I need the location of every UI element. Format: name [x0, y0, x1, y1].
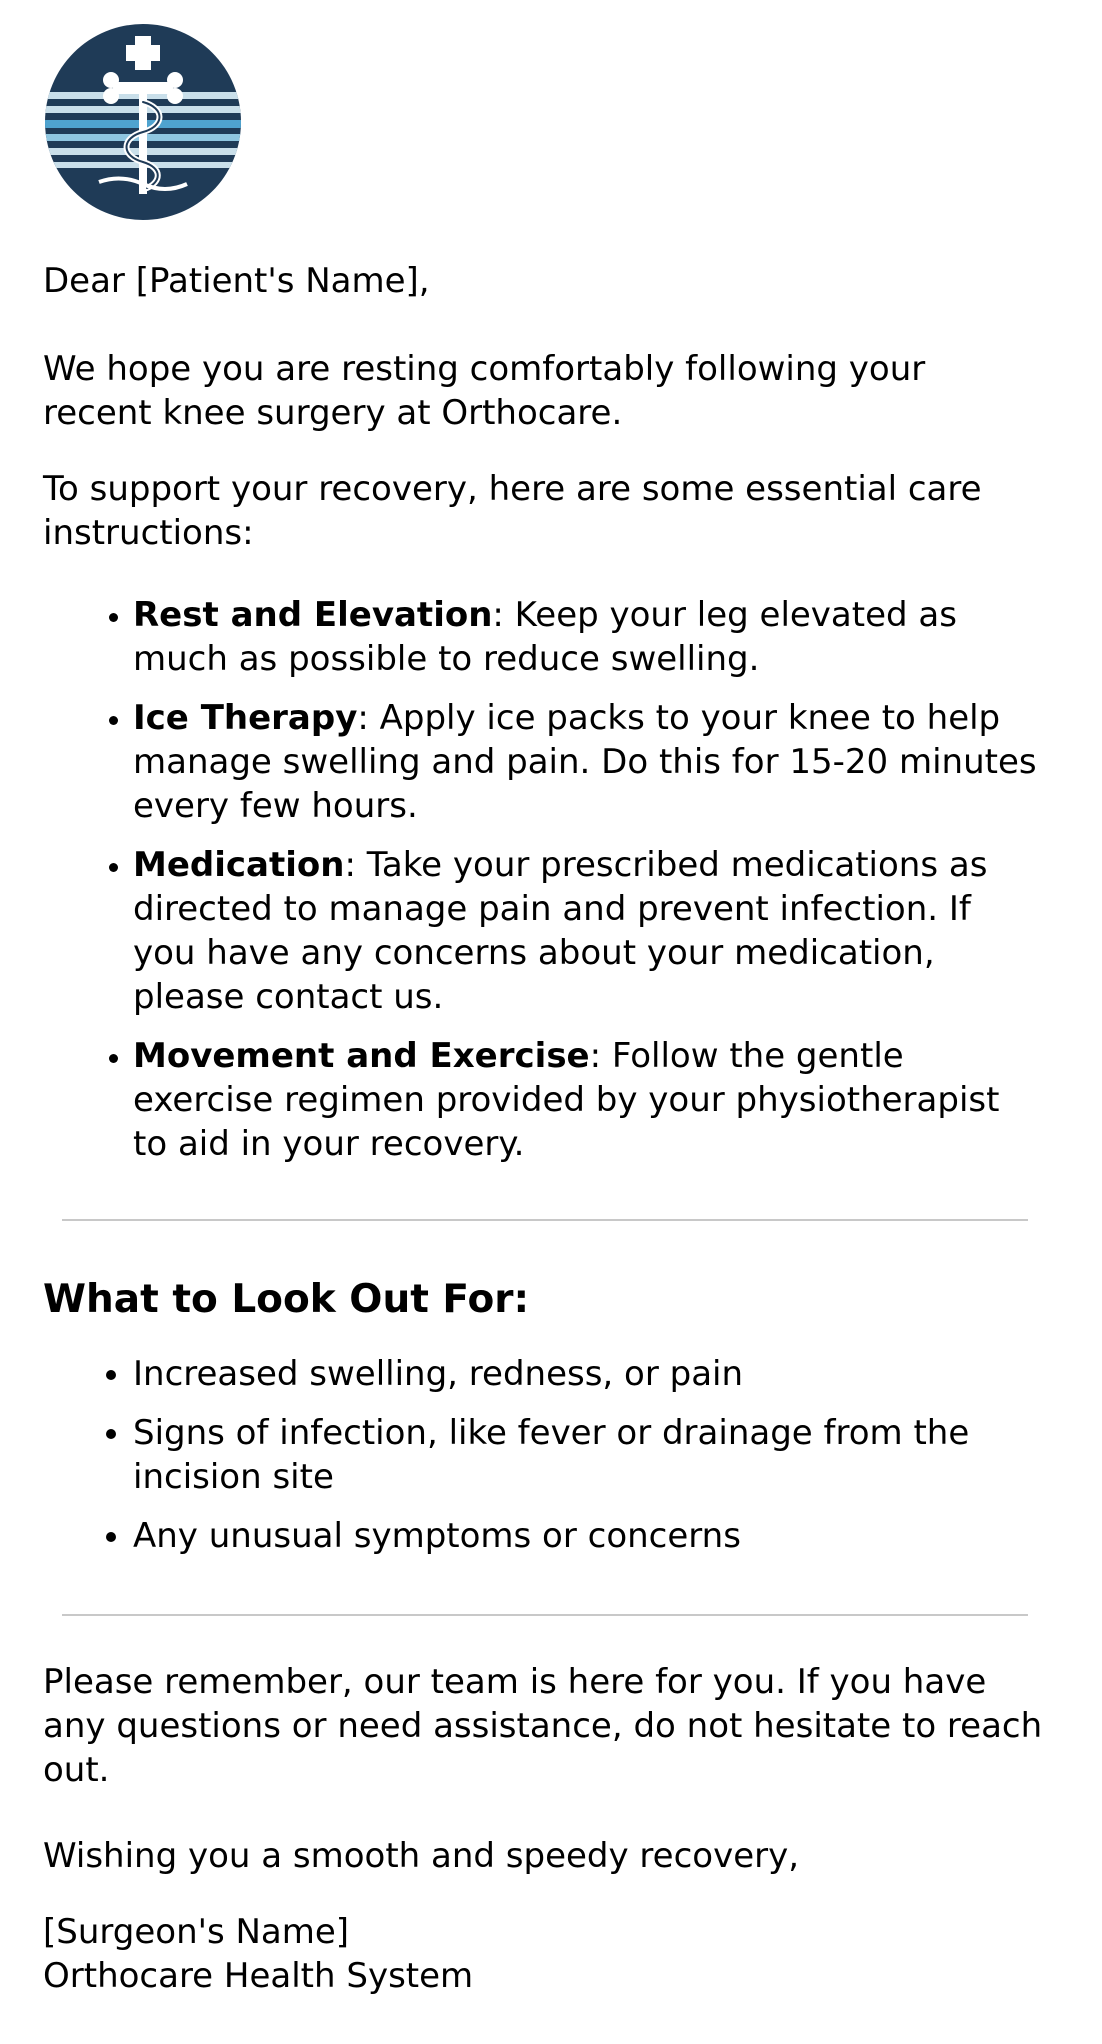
divider — [62, 1614, 1028, 1616]
medical-caduceus-logo-icon — [43, 22, 243, 222]
closing-paragraph: Please remember, our team is here for you. If you have any questions or need assistance, do not hesitate to reach out. — [43, 1662, 1043, 1790]
instruction-text: : Take your prescribed medications as directed to manage pain and prevent infection. If you have any concerns about your medication, please contact us. — [133, 845, 988, 1017]
list-item: • Increased swelling, redness, or pain — [133, 1352, 1043, 1396]
instruction-term: Rest and Elevation — [133, 595, 493, 635]
list-item — [133, 1034, 1043, 1166]
list-item — [133, 843, 1043, 1019]
instruction-term: Medication — [133, 845, 345, 885]
signature-organization: Orthocare Health System — [43, 1956, 474, 1996]
list-item: • Signs of infection, like fever or drainage from the incision site — [133, 1411, 1043, 1499]
list-item — [133, 696, 1043, 828]
warning-signs-list — [43, 1352, 1043, 1573]
instruction-term: Movement and Exercise — [133, 1036, 590, 1076]
watch-heading: What to Look Out For: — [43, 1277, 530, 1322]
instruction-text: : Follow the gentle exercise regimen provided by your physiotherapist to aid in your recovery. — [133, 1036, 1000, 1164]
list-item — [133, 593, 1043, 681]
wishing-line: Wishing you a smooth and speedy recovery, — [43, 1836, 800, 1876]
instruction-text: : Keep your leg elevated as much as possible to reduce swelling. — [133, 595, 957, 679]
instruction-term: Ice Therapy — [133, 698, 358, 738]
list-item: • Any unusual symptoms or concerns — [133, 1514, 1043, 1558]
divider — [62, 1219, 1028, 1221]
greeting: Dear [Patient's Name], — [43, 261, 430, 301]
signature-name: [Surgeon's Name] — [43, 1912, 350, 1952]
instruction-text: : Apply ice packs to your knee to help manage swelling and pain. Do this for 15-20 minutes every few hours. — [133, 698, 1037, 826]
care-instructions-list — [43, 593, 1043, 1181]
support-intro: To support your recovery, here are some essential care instructions: — [43, 469, 982, 553]
intro-paragraph: We hope you are resting comfortably following your recent knee surgery at Orthocare. — [43, 349, 926, 433]
